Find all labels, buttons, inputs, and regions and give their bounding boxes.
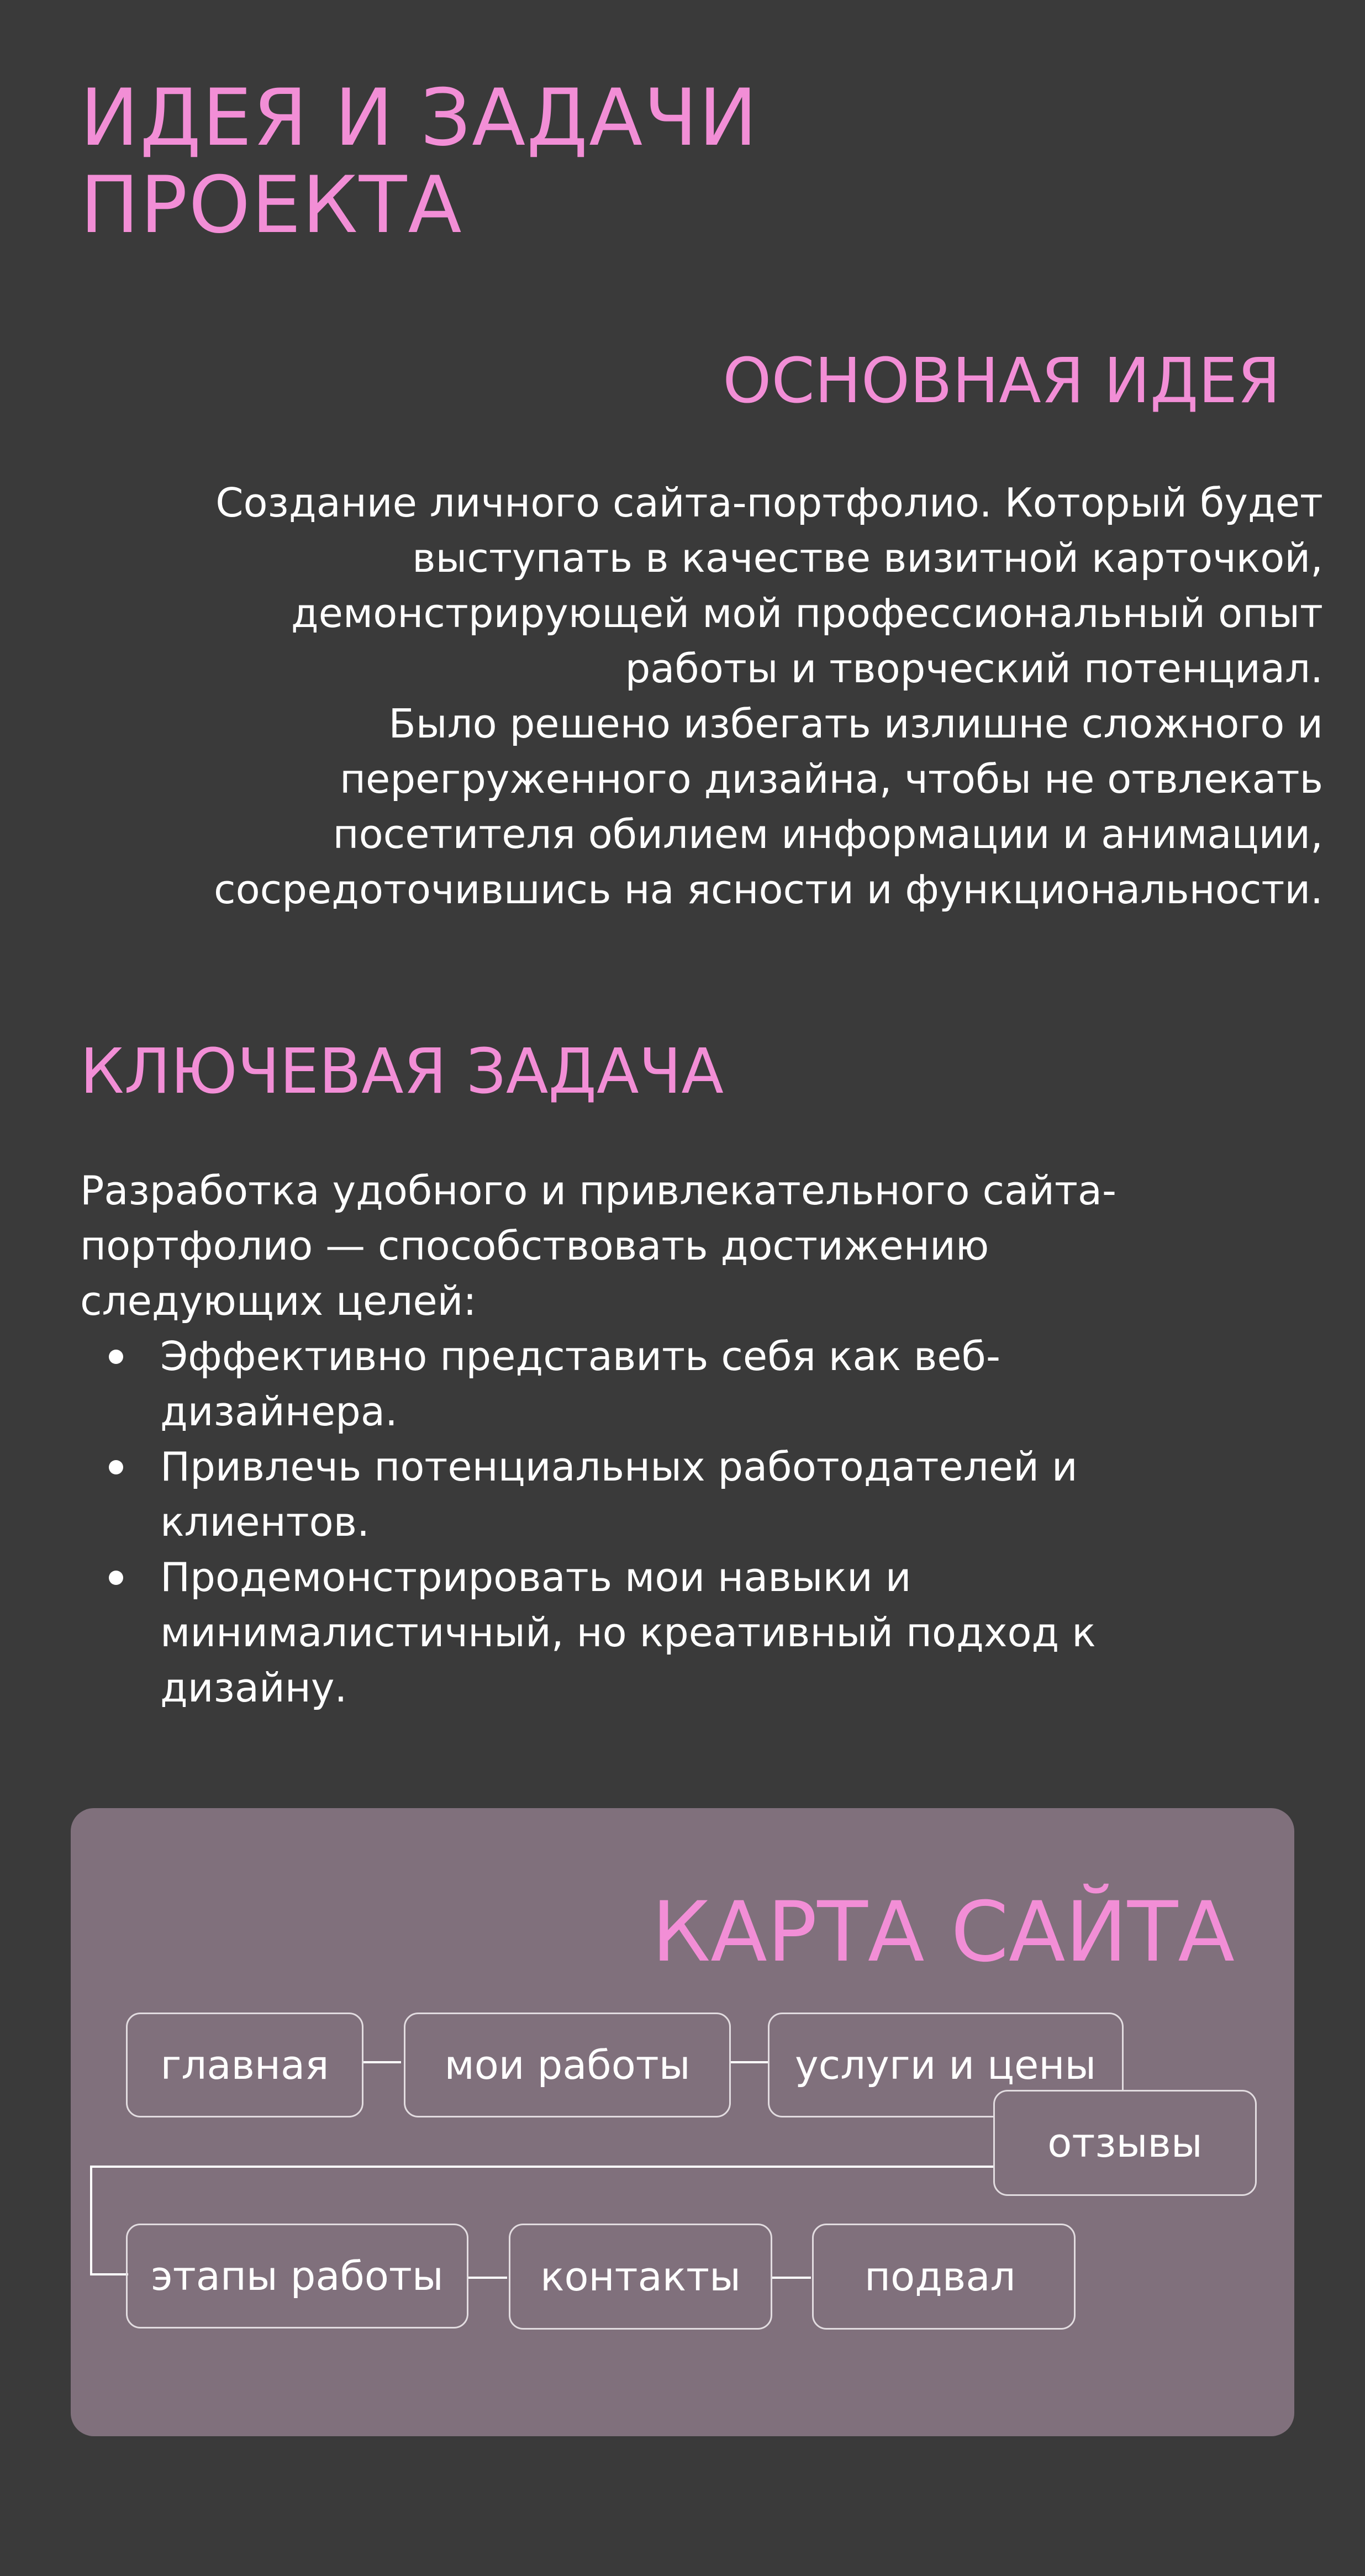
idea-line: демонстрирующей мой профессиональный опыт [291, 590, 1323, 636]
idea-line: сосредоточившись на ясности и функциональности. [214, 866, 1323, 913]
sitemap-node-contacts: контакты [509, 2224, 772, 2330]
sitemap-node-process: этапы работы [126, 2224, 468, 2329]
task-list-item: Привлечь потенциальных работодателей и клиентов. [80, 1439, 1130, 1550]
idea-line: Создание личного сайта-портфолио. Который будет [215, 480, 1323, 526]
sitemap-node-home: главная [126, 2013, 363, 2117]
connector-line [362, 2061, 401, 2063]
idea-line: выступать в качестве визитной карточкой, [412, 535, 1323, 581]
task-intro-line: Разработка удобного и привлекательного сайта- [80, 1167, 1117, 1214]
connector-line [90, 2273, 128, 2275]
sitemap-node-services: услуги и цены [768, 2013, 1124, 2117]
connector-line [730, 2061, 768, 2063]
idea-text [163, 475, 1323, 917]
sitemap-node-reviews: отзывы [993, 2090, 1257, 2196]
idea-line: перегруженного дизайна, чтобы не отвлекать [339, 756, 1323, 802]
connector-line [90, 2166, 1011, 2168]
sitemap-card [71, 1808, 1294, 2436]
task-list [80, 1329, 1130, 1715]
connector-line [468, 2277, 507, 2279]
connector-line [772, 2277, 811, 2279]
idea-line: Было решено избегать излишне сложного и [388, 700, 1323, 747]
task-intro-line: следующих целей: [80, 1278, 477, 1324]
idea-line: посетителя обилием информации и анимации, [333, 811, 1323, 857]
idea-line: работы и творческий потенциал. [625, 645, 1323, 692]
task-intro-line: портфолио — способствовать достижению [80, 1223, 989, 1269]
task-list-item: Эффективно представить себя как веб-дизайнера. [80, 1329, 1130, 1439]
sitemap-node-portfolio: мои работы [404, 2013, 731, 2117]
connector-line [90, 2166, 92, 2275]
task-heading: КЛЮЧЕВАЯ ЗАДАЧА [80, 1036, 724, 1108]
page-title-line-1: ИДЕЯ И ЗАДАЧИ [80, 72, 758, 164]
page-title-line-2: ПРОЕКТА [80, 160, 463, 251]
task-intro [80, 1163, 1185, 1329]
idea-heading: ОСНОВНАЯ ИДЕЯ [723, 345, 1280, 417]
task-list-item: Продемонстрировать мои навыки и минималистичный, но креативный подход к дизайну. [80, 1550, 1130, 1715]
page-title [80, 72, 758, 251]
sitemap-node-footer: подвал [812, 2224, 1076, 2330]
sitemap-heading: КАРТА САЙТА [651, 1884, 1235, 1980]
